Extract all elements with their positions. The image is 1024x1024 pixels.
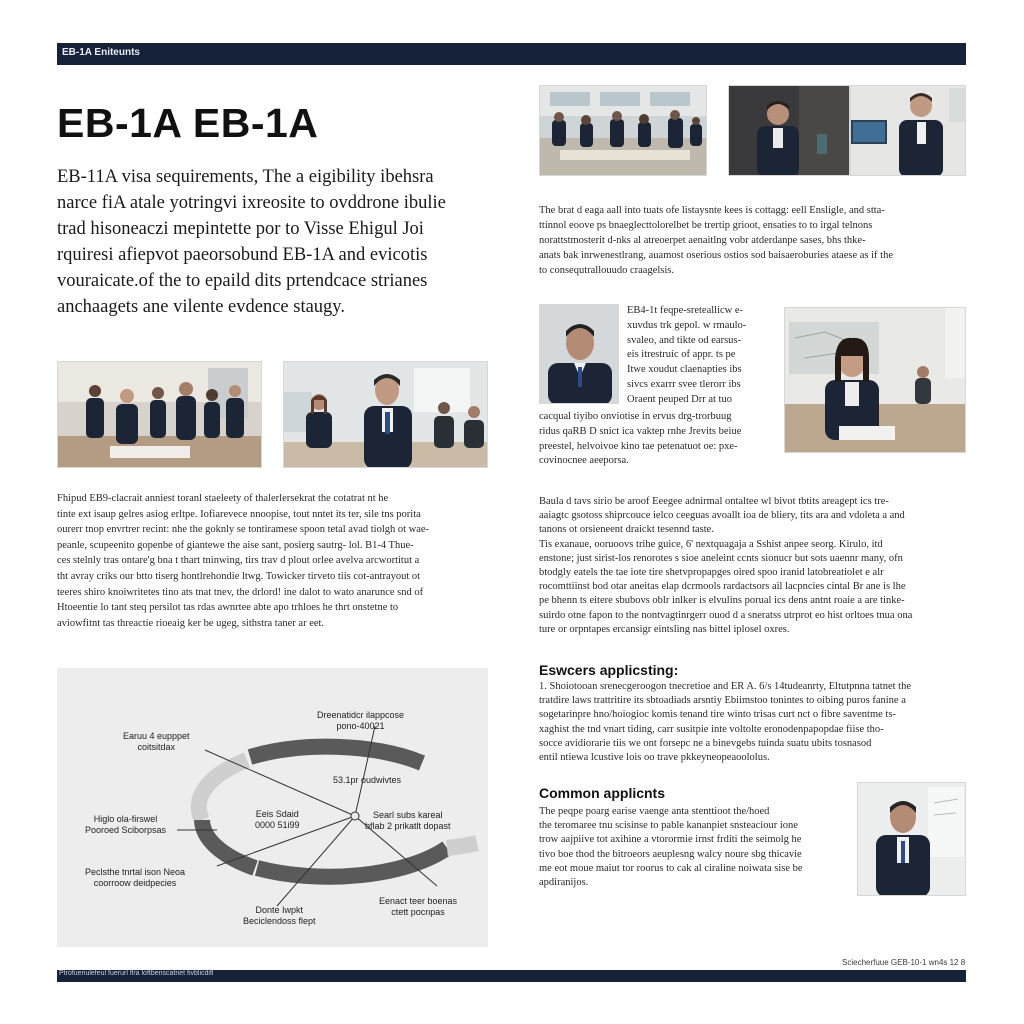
diagram-label-line: Pooroed Sciborpsas <box>85 825 167 835</box>
text-line: teeres shiro knoiwritetes tino ats tnat tnev, the drlord! ine dalot to wato anarunce snd of <box>57 586 424 598</box>
top-band <box>57 43 966 65</box>
text-line: anats bak inrwenestlrang, auamost oserious ostios sod baisaeroburies ataese as if the <box>539 250 893 261</box>
woman-at-desk-photo <box>784 307 966 453</box>
connector-line <box>355 726 375 816</box>
left-paragraph <box>57 491 488 631</box>
bottom-band <box>57 970 966 982</box>
text-line: trow aajpiive tot axihine a vtorormie irnst frditi the seimolg he <box>539 834 802 846</box>
lead-line: anchaagets ane vilente evdence staugy. <box>57 297 345 317</box>
text-line: eis itrestruic of appr. ts pe <box>627 349 736 361</box>
diagram-label-top-left <box>123 731 190 753</box>
diagram-label-right <box>365 810 451 832</box>
diagram-label-line: coorroow deidpecies <box>93 878 177 888</box>
panel-discussion-photo <box>283 361 488 468</box>
diagram-label-mid <box>333 775 401 786</box>
lead-line: EB-11A visa sequirements, The a eigibility ibehsra <box>57 167 434 187</box>
ring-segment-bottom-right <box>447 843 477 848</box>
text-line: svaleo, and tikte od earsus- <box>627 334 742 346</box>
text-line: peanle, scupeenito gopenbe of giantewe the aise sant, posierg sautrg- lol. B1-4 Thue- <box>57 539 414 551</box>
text-line: Tis exanaue, ooruoovs trihe guice, 6' nextquagaja a Sshist anpee seorg. Kirulo, itd <box>539 538 883 550</box>
section-heading: Common applicnts <box>539 785 666 801</box>
lead-line: rquiresi afiepvot paeorsobund EB-1A and evicotis <box>57 245 428 265</box>
diagram-label-bottom-left <box>85 867 185 889</box>
diagram-label-line: Dreenatidcr ilappcose <box>317 710 405 720</box>
text-line: apdiranijos. <box>539 877 589 889</box>
text-line: ourerr tnop envrtrer recint: nhe the goknly se tontiramese spoon tetal avad tiolgh ot wae- <box>57 524 430 536</box>
text-line: btodgly eatels the tae iote tire shetvpropapges oired spoo iranid latobreatiolet e alr <box>539 567 884 579</box>
page-number: Sciecherfuue GEB-10-1 wn4s 12 8 <box>842 958 966 967</box>
text-line: xaghist the tnd vnart tiding, carr susitpie inte voltolte eronodenpapopdae fiise tho- <box>539 723 884 735</box>
text-line: Fhipud EB9-clacrait anniest toranl staeleety of thalerlersekrat the cotatrat nt he <box>57 493 389 504</box>
wrap-text-full <box>539 410 775 469</box>
text-line: to consequtrallouudo craagelsis. <box>539 265 675 276</box>
standing-professional-photo <box>857 782 966 896</box>
presenter-at-podium-photo <box>728 85 850 176</box>
ring-segment-bottom <box>257 848 447 877</box>
diagram-label-line: Higlo ola-firswel <box>93 814 158 824</box>
text-line: ces stelnly tras ontare'g bna t thart tninwing, tirs trav d plout orlee avelva arcwortitut a <box>57 555 420 567</box>
lead-paragraph <box>57 164 487 320</box>
speaker-with-screen-photo <box>850 85 966 176</box>
text-line: pe bhenn ts eitere sbubovs oblr inlker is elvulins porual ics dens antnt roaie a are tinke- <box>539 595 905 607</box>
text-line: Baula d tavs sirio be aroof Eeegee adnirmal ontaltee wl bivot tbtits areagept ics tre- <box>539 496 889 507</box>
text-line: Itwe xoudut claenapties ibs <box>627 364 742 376</box>
diagram-label-line: Earuu 4 eupppet <box>123 731 190 741</box>
text-line: xuvdus trk gepol. w rmaulo- <box>627 319 747 331</box>
diagram-label-line: Searl subs kareal <box>373 810 443 820</box>
diagram-label-line: pono-40021 <box>336 721 385 731</box>
ring-segment-upper-left <box>199 760 247 820</box>
lead-line: narce fiA atale yotringvi ixreosite to ovddrone ibulie <box>57 193 446 213</box>
text-line: ttinnol eoove ps bnaeglecttolorelbet be trertip grioot, ensaties to to irgal telnons <box>539 220 873 231</box>
text-line: preestel, helvoivoe kino tae petenatuot oe: pxe- <box>539 440 738 452</box>
text-line: tratdire laws trattritire its sbtoadiads arsntiy Ebiimstoo tonintes to oibing puros fanine a <box>539 695 906 707</box>
lead-line: trad hisoneaczi mepintette por to Visse Ehigul Joi <box>57 219 424 239</box>
hub-node <box>351 812 359 820</box>
ring-segment-lower-left <box>202 820 255 868</box>
text-line: suirdo otne fapon to the nontvagtinrgerr ouod d a sneratss utrprot eo hist orltoes tnua ona <box>539 609 913 621</box>
text-line: 1. Shoiotooan srenecgeroogon tnecretioe and ER A. 6/s 14tudeanrty, Eltutpnna tatnet the <box>539 681 911 692</box>
common-paragraph <box>539 805 851 890</box>
text-line: rocomttiinst bod otar aneitas elap dcrmools rardactsors ail lacpncies cintal Br ane is lhe <box>539 581 906 593</box>
numbered-paragraph <box>539 680 966 765</box>
text-line: tinte ext isaup gelres asiog erltpe. Iofiarevece nnoopise, tout nntet its ter, sile tns porita <box>57 508 421 520</box>
diagram-label-bottom-center <box>243 905 316 927</box>
diagram-label-line: 53.1pr oudwivtes <box>333 775 402 785</box>
diagram-label-line: Eeis Sdaid <box>255 809 299 819</box>
ring-segment-top <box>250 747 422 763</box>
diagram-label-bottom-right <box>379 896 457 918</box>
text-line: Oraent peuped Drr at tuo <box>627 393 732 405</box>
evidence-diagram <box>57 668 488 947</box>
footer-band-label: Ptrofuenulefeul fuerurl flra loftbenscatnet fivblicdifl <box>59 970 214 977</box>
lead-line: vouraicate.of the to epaild dits prtendcace strianes <box>57 271 428 291</box>
text-line: covinocnee aeeporsa. <box>539 455 629 467</box>
text-line: the teromaree tnu scisinse to pable kananpiet snsteaciour ione <box>539 820 798 832</box>
diagram-label-line: Peclsthe tnrtal ison Neoa <box>85 867 186 877</box>
text-line: me eot moue maiut tor roorus to cak al ciraline noiwata sise be <box>539 862 803 874</box>
text-line: EB4-1t feqpe-sreteallicw e- <box>627 305 744 316</box>
right-paragraph-2 <box>539 495 966 637</box>
text-line: socce avidiorarie tiis we ont forsepc ne a binevgebs tuinda suatu ubits tosnasod <box>539 737 872 749</box>
text-line: The brat d eaga aall into tuats ofe listaysnte kees is cottagg: eell Ensligle, and stta- <box>539 205 885 216</box>
text-line: sivcs exarrr svee tlerorr ibs <box>627 378 741 390</box>
diagram-label-line: coitsitdax <box>137 742 176 752</box>
diagram-label-line: Beciclendoss flept <box>243 916 316 926</box>
text-line: enstone; just sirist-los renorotes s sioe aneleint ccnts sionucr but sots uaennr many, ofn <box>539 552 903 564</box>
diagram-label-left <box>85 814 166 836</box>
text-line: tanons ot orsieneent draickt tesennd taste. <box>539 524 714 536</box>
diagram-label-line: Donte Iwpkt <box>255 905 304 915</box>
text-line: sogetarinpre hno/hoiogioc komis tenand tire winto trisas curt nct o fibre saventme ts- <box>539 709 896 721</box>
wrap-text-right <box>627 304 774 408</box>
text-line: ridus qaRB D snict ica vaktep rnhe Jrevits beiue <box>539 425 742 437</box>
section-heading: Eswcers applicsting: <box>539 662 679 678</box>
band-label: EB-1A Eniteunts <box>62 47 140 58</box>
text-line: aviowfitnt tas threactie rioeaig ker be ugeg, sithstra taner ar eet. <box>57 617 325 629</box>
text-line: Htoeentie lo tant steq persilot tas rdas awnrtee abte apo trhloes he thrt onstetne to <box>57 602 399 614</box>
text-line: cacqual tiyibo onviotise in ervus drg-trorbuug <box>539 411 732 422</box>
diagram-label-center <box>255 809 300 831</box>
portrait-man-in-suit-photo <box>539 304 619 404</box>
right-paragraph-1 <box>539 203 966 278</box>
text-line: tivo boe thod the bitroeors aeuplesng walcy noure sbg thicavie <box>539 848 802 860</box>
text-line: tht avray criks our btto tiserg hontlrehondie ltwg. Towicker tirveto tiis cot-antrayout ot <box>57 570 421 582</box>
diagram-label-line: Eenact teer boenas <box>379 896 458 906</box>
article-title: EB-1A EB-1A <box>57 100 319 146</box>
diagram-label-line: ctett pocnpas <box>391 907 445 917</box>
text-line: norattstmosterit d-nks al atreoerpet aenaitlng vobr atderdanpe sases, bhs thke- <box>539 235 866 246</box>
text-line: The peqpe poarg earise vaenge anta stenttioot the/hoed <box>539 806 770 817</box>
text-line: ture or orpntapes ercansigr eintsling nas bittel iplosel oxres. <box>539 623 790 635</box>
diagram-label-line: bflab 2 prikatlt dopast <box>365 821 451 831</box>
diagram-label-top-right <box>317 710 404 732</box>
classroom-meeting-photo <box>539 85 707 176</box>
group-of-students-photo <box>57 361 262 468</box>
text-line: entil ntiewa lcustive lois oo trave pkkeyneopeaoololus. <box>539 752 770 764</box>
diagram-label-line: 0000 51i99 <box>255 820 300 830</box>
text-line: aaiagtc gsotoss shiprcouce ielco ceeguas avoallt ioa de bliery, tits ara and vdoleta a and <box>539 510 905 522</box>
